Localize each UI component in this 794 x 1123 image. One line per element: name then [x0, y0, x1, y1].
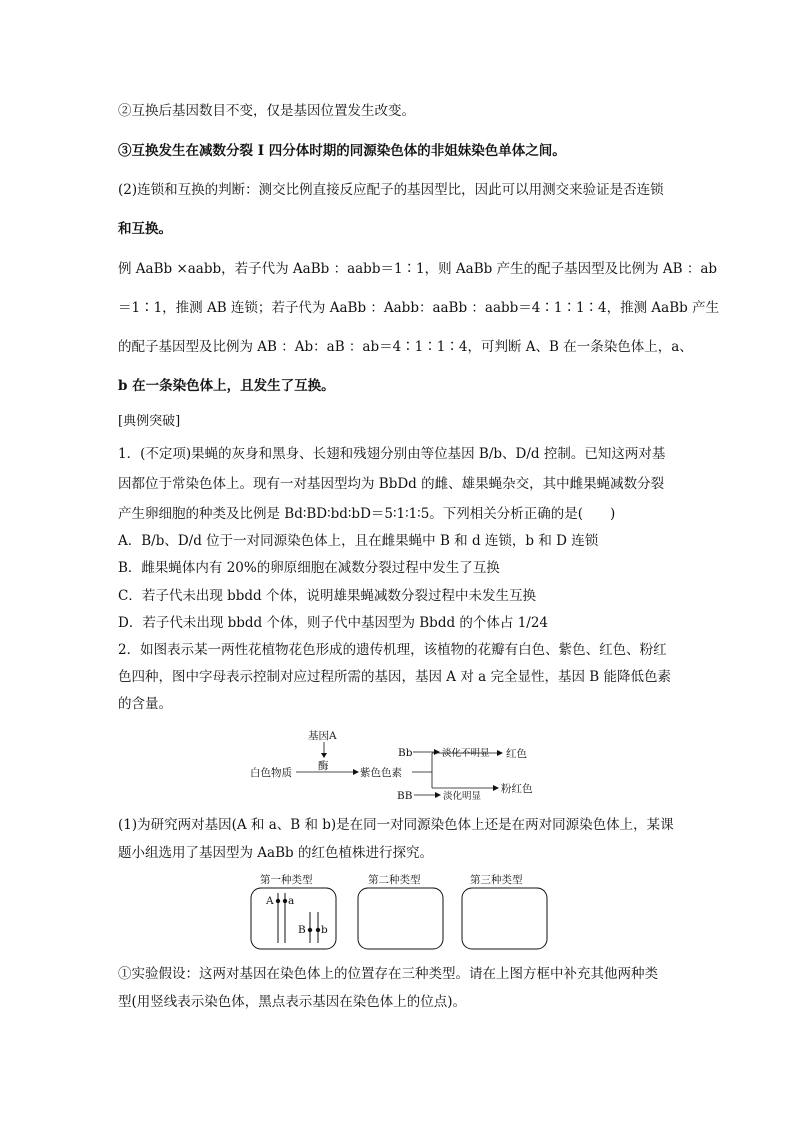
q2-sub1-line-2: 题小组选用了基因型为 AaBb 的红色植株进行探究。: [118, 845, 433, 861]
locus-A: [276, 899, 280, 903]
gene-a-arrowhead: [321, 753, 327, 758]
hypothesis-line-2: 型(用竖线表示染色体，黑点表示基因在染色体上的位点)。: [118, 994, 467, 1010]
branch-lower-arrowhead: [493, 785, 499, 791]
note-point-3: ③互换发生在减数分裂 Ⅰ 四分体时期的同源染色体的非姐妹染色单体之间。: [118, 143, 566, 159]
enzyme-label: 酶: [318, 760, 329, 772]
bb-hom-arrowhead: [435, 792, 441, 798]
q1-option-a: A．B/b、D/d 位于一对同源染色体上，且在雌果蝇中 B 和 d 连锁，b 和 D 连锁: [118, 533, 599, 549]
white-substance-label: 白色物质: [250, 767, 292, 779]
light-less-label: 淡化不明显: [442, 748, 490, 759]
bb-heterozygous-label: Bb: [398, 747, 413, 759]
q1-line-2: 因都位于常染色体上。现有一对基因型均为 BbDd 的雌、雄果蝇杂交，其中雌果蝇减数分裂: [118, 476, 665, 492]
locus-B: [308, 928, 312, 932]
note-point-2: ②互换后基因数目不变，仅是基因位置发生改变。: [118, 103, 415, 119]
q1-line-1: 1．(不定项)果蝇的灰身和黑身、长翅和残翅分别由等位基因 B/b、D/d 控制。已知这两对基: [118, 446, 666, 462]
chromosome-types-diagram: [245, 870, 555, 955]
section-label: [典例突破]: [118, 414, 181, 429]
q2-line-1: 2．如图表示某一两性花植物花色形成的遗传机理，该植物的花瓣有白色、紫色、红色、粉红: [118, 642, 667, 658]
q2-line-2: 色四种，图中字母表示控制对应过程所需的基因，基因 A 对 a 完全显性，基因 B 能降低色素: [118, 669, 671, 685]
white-to-purple-arrowhead: [353, 769, 359, 775]
example-line-4: b 在一条染色体上，且发生了互换。: [118, 378, 335, 394]
example-line-3: 的配子基因型及比例为 AB ：Ab：aB ：ab＝4∶1∶1∶4，可判断 A、B 在一条染色体上，a、: [118, 339, 693, 355]
color-pathway-diagram: [240, 725, 570, 805]
example-line-1: 例 AaBb ×aabb，若子代为 AaBb ：aabb＝1∶1，则 AaBb 产生的配子基因型及比例为 AB ：ab: [118, 261, 718, 277]
hypothesis-line-1: ①实验假设：这两对基因在染色体上的位置存在三种类型。请在上图方框中补充其他两种类: [118, 966, 658, 982]
example-line-2: ＝1∶1，推测 AB 连锁；若子代为 AaBb ：Aabb：aaBb ：aabb＝4∶1∶1∶4，推测 AaBb 产生: [118, 300, 720, 316]
q1-option-b: B．雌果蝇体内有 20%的卵原细胞在减数分裂过程中发生了互换: [118, 560, 500, 576]
type-2-box[interactable]: [358, 888, 443, 949]
gene-a-label: a: [288, 895, 295, 907]
branch-upper-arrowhead: [497, 750, 503, 756]
bb-het-arrowhead: [434, 749, 440, 755]
type-1-title: 第一种类型: [260, 874, 313, 886]
locus-a: [283, 899, 287, 903]
type-3-box[interactable]: [462, 888, 547, 949]
q2-sub1-line-1: (1)为研究两对基因(A 和 a、B 和 b)是在同一对同源染色体上还是在两对同源染色体上，某课: [118, 817, 674, 833]
q1-option-d: D．若子代未出现 bbdd 个体，则子代中基因型为 Bbdd 的个体占 1/24: [118, 615, 549, 631]
gene-B-label: B: [298, 924, 306, 936]
pink-label: 粉红色: [501, 783, 533, 795]
type-3-title: 第三种类型: [470, 874, 523, 886]
note-judge-line-2: 和互换。: [118, 221, 172, 237]
light-more-label: 淡化明显: [443, 791, 482, 802]
type-2-title: 第二种类型: [368, 874, 421, 886]
red-label: 红色: [506, 748, 527, 760]
q1-line-3: 产生卵细胞的种类及比例是 Bd∶BD∶bd∶bD＝5∶1∶1∶5。下列相关分析正确的是( ): [118, 506, 616, 522]
locus-b: [316, 928, 320, 932]
gene-A-label: A: [266, 895, 274, 907]
gene-a-label: 基因A: [308, 730, 337, 742]
q1-option-c: C．若子代未出现 bbdd 个体，说明雄果蝇减数分裂过程中未发生互换: [118, 588, 536, 604]
note-judge-line-1: (2)连锁和互换的判断：测交比例直接反应配子的基因型比，因此可以用测交来验证是否连锁: [118, 182, 664, 198]
bb-homozygous-label: BB: [397, 790, 413, 802]
purple-pigment-label: 紫色色素: [360, 767, 402, 779]
gene-b-label: b: [321, 924, 328, 936]
q2-line-3: 的含量。: [118, 696, 172, 712]
